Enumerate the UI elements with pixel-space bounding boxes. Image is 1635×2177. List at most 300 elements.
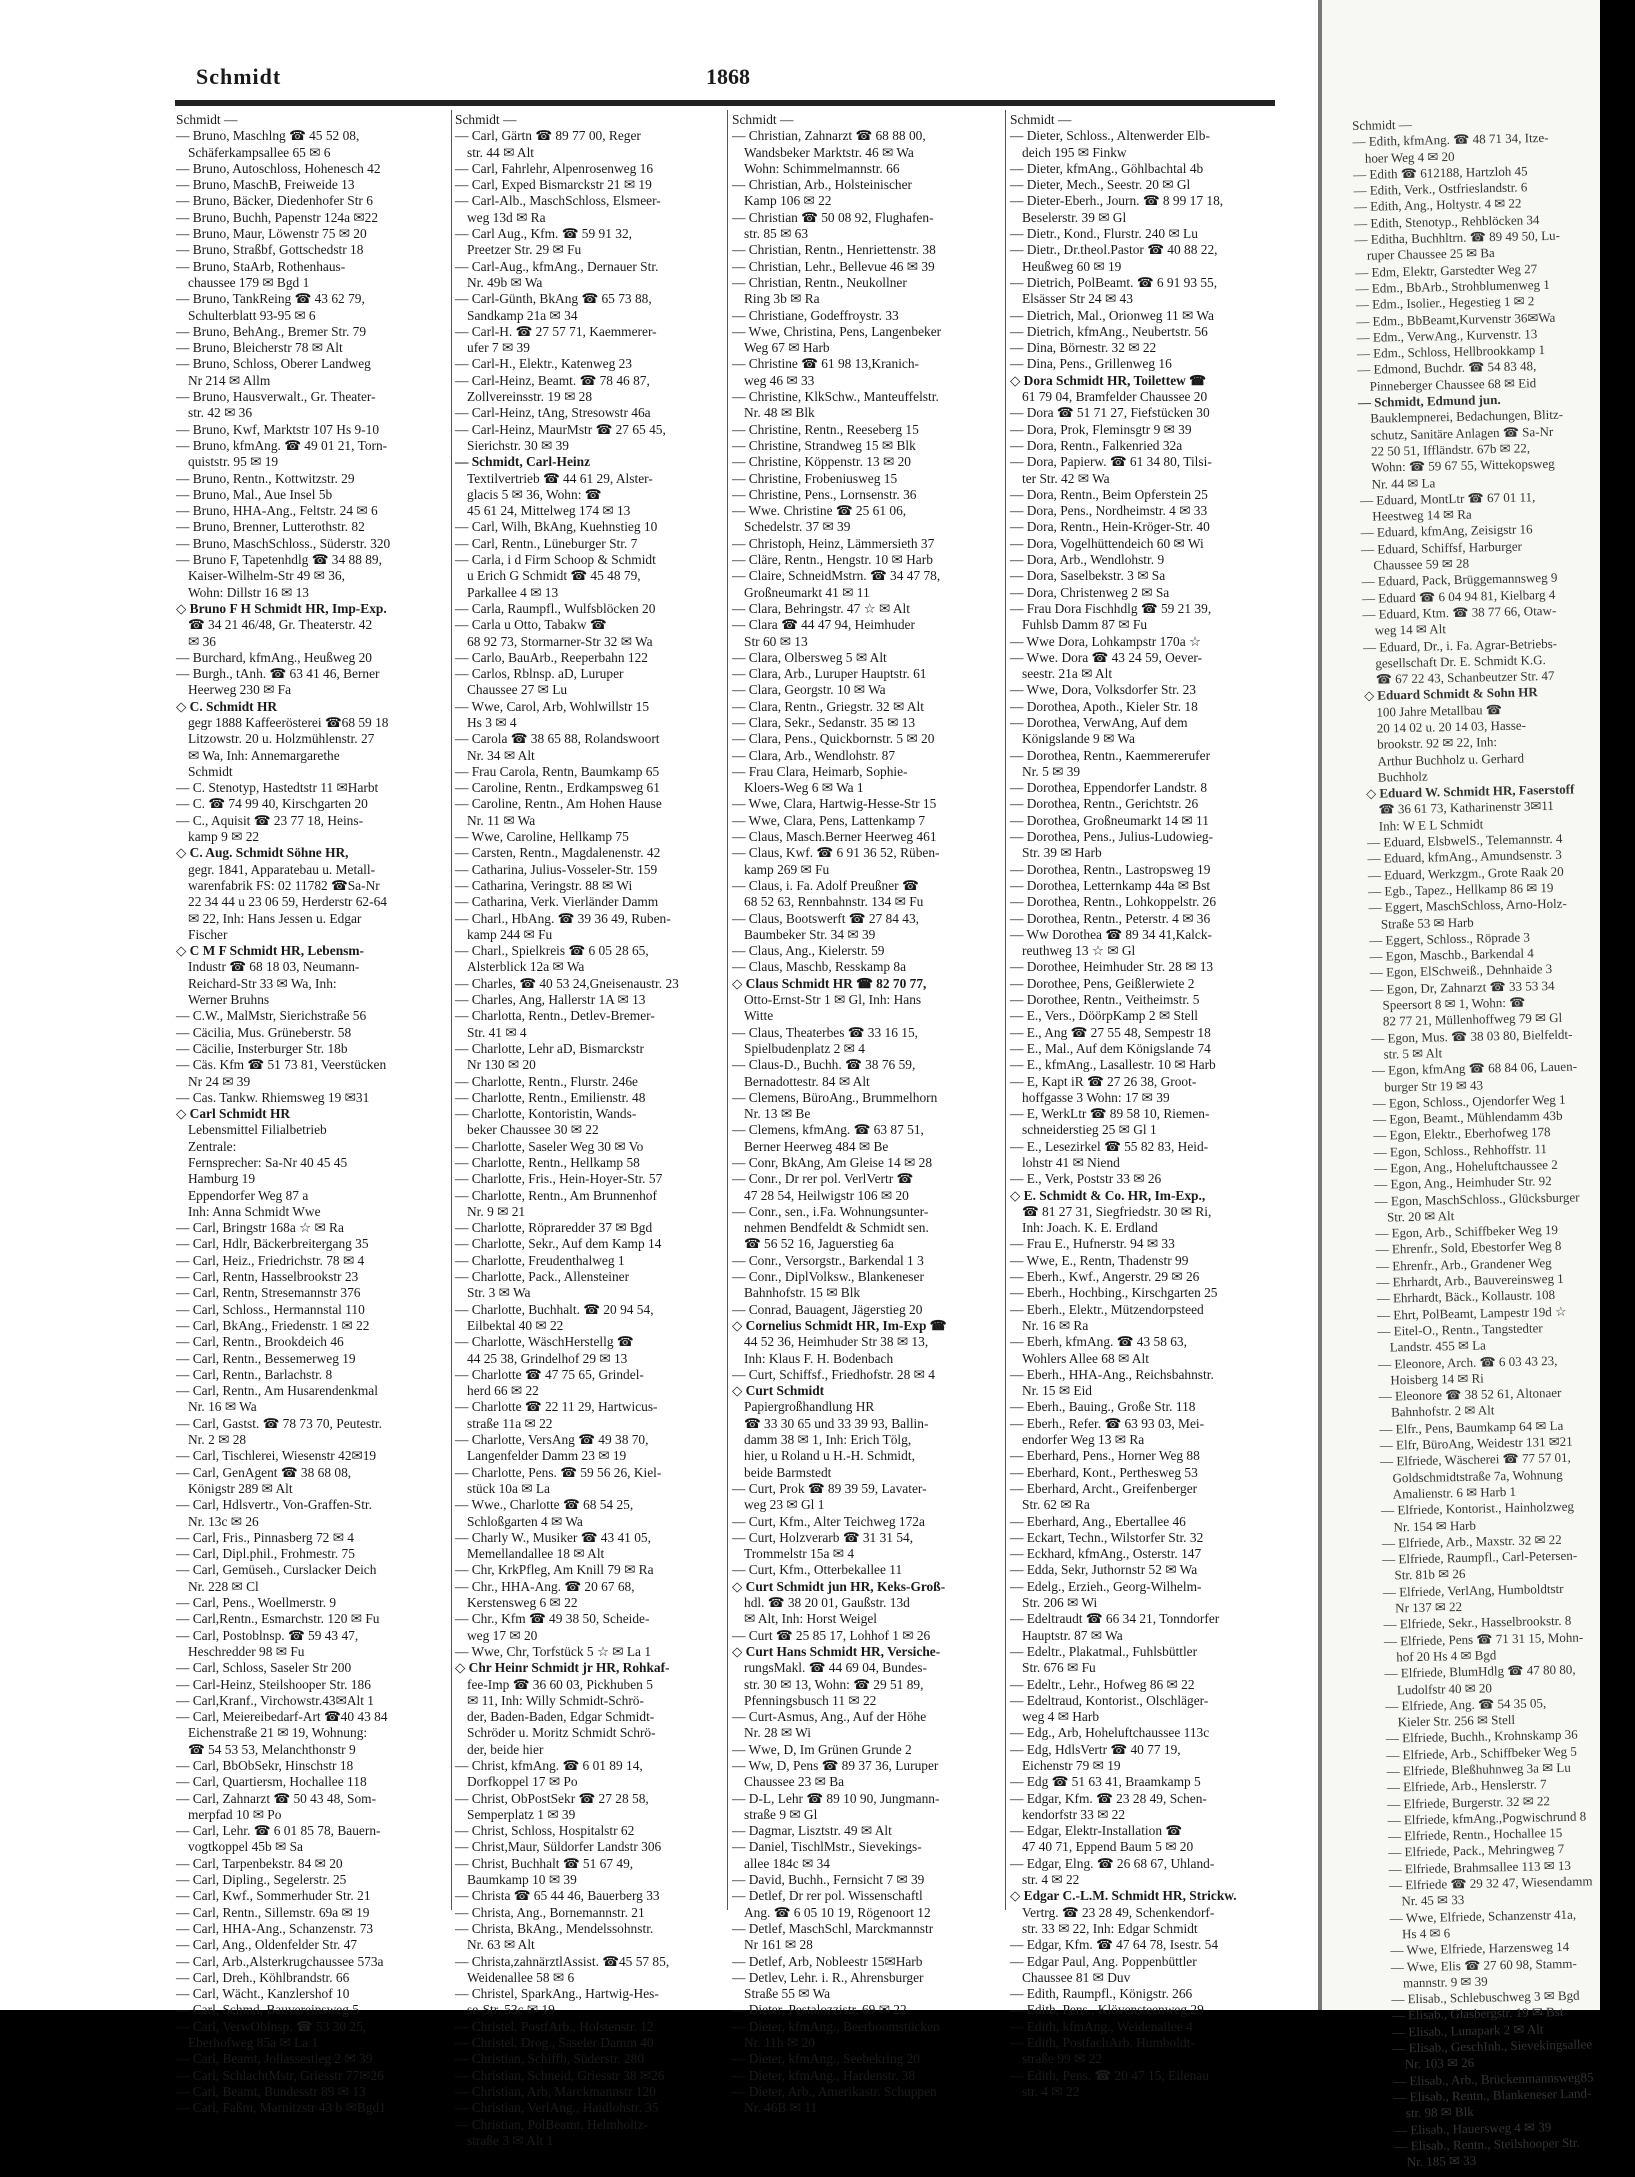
directory-entry-line: Baumkamp 10 ✉ 39: [467, 1872, 577, 1888]
directory-entry-line: — Bruno, Maur, Löwenstr 75 ✉ 20: [176, 226, 367, 242]
directory-entry-line: — D-L, Lehr ☎ 89 10 90, Jungmann-: [732, 1790, 940, 1806]
directory-entry-line: ◇ E. Schmidt & Co. HR, Im-Exp.,: [1010, 1187, 1206, 1203]
directory-entry-line: ☎ 54 53 53, Melanchthonstr 9: [188, 1741, 356, 1757]
directory-entry-line: Inh: W E L Schmidt: [1378, 816, 1484, 834]
directory-entry-line: — Charlotte, Lehr aD, Bismarckstr: [455, 1040, 644, 1056]
directory-entry-line: — Daniel, TischlMstr., Sievekings-: [732, 1839, 922, 1855]
directory-entry-line: — Claire, SchneidMstrn. ☎ 34 47 78,: [732, 568, 941, 584]
directory-entry-line: — Carl, Hdlsvertr., Von-Graffen-Str.: [176, 1497, 372, 1513]
directory-entry-line: Chaussee 27 ✉ Lu: [467, 682, 568, 698]
directory-entry-line: u Erich G Schmidt ☎ 45 48 79,: [467, 568, 641, 584]
directory-entry-line: — Dietr., Dr.theol.Pastor ☎ 40 88 22,: [1010, 242, 1218, 258]
directory-entry-line: Zentrale:: [188, 1138, 237, 1154]
directory-entry-line: ufer 7 ✉ 39: [467, 340, 530, 356]
directory-entry-line: Bahnhofstr. 2 ✉ Alt: [1390, 1402, 1495, 1420]
directory-entry-line: — Ehrt, PolBeamt, Lampestr 19d ☆: [1376, 1303, 1567, 1323]
directory-entry-line: — Elfr., Pens, Baumkamp 64 ✉ La: [1379, 1417, 1564, 1437]
directory-entry-line: — Edeltr., Lehr., Hofweg 86 ✉ 22: [1010, 1676, 1195, 1692]
directory-entry-line: — Carlos, Rblnsp. aD, Luruper: [455, 666, 624, 682]
directory-entry-line: Schedelstr. 37 ✉ 39: [744, 519, 851, 535]
directory-entry-line: 47 40 71, Eppend Baum 5 ✉ 20: [1022, 1839, 1194, 1855]
directory-entry-line: merpfad 10 ✉ Po: [188, 1806, 282, 1822]
directory-entry-line: Nr. 49b ✉ Wa: [467, 274, 543, 290]
directory-entry-line: Bauklempnerei, Bedachungen, Blitz-: [1370, 406, 1564, 427]
directory-entry-line: — Wwe. Dora ☎ 43 24 59, Oever-: [1010, 649, 1203, 665]
directory-entry-line: Berner Heerweg 484 ✉ Be: [744, 1138, 889, 1154]
directory-entry-line: Nr. 15 ✉ Eid: [1022, 1383, 1092, 1399]
directory-entry-line: Kaiser-Wilhelm-Str 49 ✉ 36,: [188, 568, 345, 584]
directory-entry-line: — E., Vers., DöörpKamp 2 ✉ Stell: [1010, 1008, 1199, 1024]
directory-entry-line: Nr 130 ✉ 20: [467, 1057, 536, 1073]
directory-entry-line: — Dieter, Pestalozzistr. 69 ✉ 22: [732, 2002, 907, 2018]
directory-entry-line: Straße 53 ✉ Harb: [1380, 914, 1474, 932]
directory-entry-line: — Edith, kfmAng. ☎ 48 71 34, Itze-: [1352, 130, 1549, 150]
directory-entry-line: — Dora, Pens., Nordheimstr. 4 ✉ 33: [1010, 503, 1208, 519]
directory-entry-line: — Carl,Kranf., Virchowstr.43✉Alt 1: [176, 1692, 374, 1708]
directory-entry-line: Trommelstr 15a ✉ 4: [744, 1546, 855, 1562]
directory-entry-line: ◇ C. Schmidt HR: [176, 698, 278, 714]
directory-entry-line: Straße 55 ✉ Wa: [744, 1986, 831, 2002]
directory-entry-line: — Carl, Postoblnsp. ☎ 59 43 47,: [176, 1627, 359, 1643]
directory-entry-line: — C.W., MalMstr, Sierichstraße 56: [176, 1008, 367, 1024]
directory-entry-line: — Egon, Elektr., Eberhofweg 178: [1373, 1124, 1551, 1144]
directory-entry-line: — Dieter, Mech., Seestr. 20 ✉ Gl: [1010, 177, 1191, 193]
directory-entry-line: Nr. 48 ✉ Blk: [744, 405, 815, 421]
directory-entry-line: der, beide hier: [467, 1741, 544, 1757]
directory-entry-line: Wandsbeker Marktstr. 46 ✉ Wa: [744, 144, 914, 160]
directory-entry-line: — Carl, Kwf., Sommerhuder Str. 21: [176, 1888, 371, 1904]
directory-entry-line: — Dorothea, VerwAng, Auf dem: [1010, 714, 1188, 730]
directory-entry-line: ☎ 56 52 16, Jaguerstieg 6a: [744, 1236, 894, 1252]
directory-entry-line: — Dorothea, Rentn., Lastropsweg 19: [1010, 861, 1211, 877]
directory-entry-line: — Eckart, Techn., Wilstorfer Str. 32: [1010, 1529, 1204, 1545]
directory-entry-line: Baumbeker Str. 34 ✉ 39: [744, 926, 876, 942]
directory-entry-line: — Edelg., Erzieh., Georg-Wilhelm-: [1010, 1578, 1202, 1594]
directory-entry-line: der, Baden-Baden, Edgar Schmidt-: [467, 1709, 655, 1725]
directory-entry-line: — Bruno, MaschB, Freiweide 13: [176, 177, 355, 193]
directory-entry-line: — Schmidt, Carl-Heinz: [455, 454, 591, 470]
directory-entry-line: — Christian ☎ 50 08 92, Flughafen-: [732, 209, 934, 225]
directory-entry-line: — Carl, HHA-Ang., Schanzenstr. 73: [176, 1920, 374, 1936]
directory-entry-line: — Carl, Beamt, Jollassestieg 2 ✉ 39: [176, 2051, 373, 2067]
directory-entry-line: — Eggert, MaschSchloss, Arno-Holz-: [1368, 895, 1567, 916]
directory-entry-line: 68 52 63, Rennbahnstr. 134 ✉ Fu: [744, 894, 924, 910]
directory-entry-line: — Schmidt, Edmund jun.: [1357, 391, 1501, 410]
directory-entry-line: Speersort 8 ✉ 1, Wohn: ☎: [1382, 994, 1526, 1013]
directory-entry-line: — Clara, Pens., Quickbornstr. 5 ✉ 20: [732, 731, 935, 747]
directory-entry-line: — Carla, i d Firm Schoop & Schmidt: [455, 552, 656, 568]
directory-entry-line: — Curt, Schiffsf., Friedhofstr. 28 ✉ 4: [732, 1366, 935, 1382]
directory-entry-line: ◇ Eduard W. Schmidt HR, Faserstoff: [1365, 781, 1575, 802]
directory-entry-line: — Egon, Dr, Zahnarzt ☎ 33 53 34: [1370, 977, 1555, 997]
directory-entry-line: — Edm., BbBeamt,Kurvenstr 36✉Wa: [1356, 309, 1556, 329]
directory-entry-line: Schloßgarten 4 ✉ Wa: [467, 1513, 583, 1529]
directory-entry-line: ruper Chaussee 25 ✉ Ba: [1366, 245, 1495, 264]
directory-entry-line: — Christiane, Godeffroystr. 33: [732, 307, 899, 323]
directory-entry-line: — Charles, Ang, Hallerstr 1A ✉ 13: [455, 992, 646, 1008]
directory-entry-line: — Carl, Rentn., Brookdeich 46: [176, 1334, 344, 1350]
directory-entry-line: — Wwe, E., Rentn, Thadenstr 99: [1010, 1252, 1189, 1268]
directory-entry-line: straße 99 ✉ 22: [1022, 2051, 1103, 2067]
directory-entry-line: — Edith, kfmAng., Weidenallee 4: [1010, 2018, 1193, 2034]
directory-entry-line: ◇ Bruno F H Schmidt HR, Imp-Exp.: [176, 600, 387, 616]
directory-entry-line: — Charlotte ☎ 47 75 65, Grindel-: [455, 1366, 644, 1382]
directory-entry-line: — Clemens, kfmAng. ☎ 63 87 51,: [732, 1122, 924, 1138]
directory-entry-line: Litzowstr. 20 u. Holzmühlenstr. 27: [188, 731, 375, 747]
directory-entry-line: — Carl, Rentn., Sillemstr. 69a ✉ 19: [176, 1904, 370, 1920]
directory-entry-line: — Carl, Rentn, Stresemannstr 376: [176, 1285, 361, 1301]
directory-entry-line: Arthur Buchholz u. Gerhard: [1377, 750, 1525, 769]
directory-entry-line: — Christa,zahnärztlAssist. ☎45 57 85,: [455, 1953, 670, 1969]
directory-entry-line: — Wwe, Christina, Pens, Langenbeker: [732, 323, 942, 339]
header-rule: [175, 100, 1275, 106]
directory-entry-line: — Elfriede, Raumpfl., Carl-Petersen-: [1382, 1547, 1578, 1567]
directory-entry-line: — Christine, Köppenstr. 13 ✉ 20: [732, 454, 911, 470]
directory-entry-line: Eppendorfer Weg 87 a: [188, 1187, 309, 1203]
directory-entry-line: — Christa, Ang., Bornemannstr. 21: [455, 1904, 645, 1920]
directory-entry-line: — Eberh., Refer. ☎ 63 93 03, Mei-: [1010, 1415, 1205, 1431]
directory-entry-line: — Edith, Ang., Holtystr. 4 ✉ 22: [1353, 195, 1522, 215]
directory-entry-line: — Wwe, Clara, Pens, Lattenkamp 7: [732, 812, 926, 828]
directory-entry-line: — Egon, Ang., Heimhuder Str. 92: [1374, 1173, 1552, 1193]
directory-entry-line: — Eduard, Werkzgm., Grote Raak 20: [1367, 863, 1564, 883]
directory-entry-line: Wohlers Allee 68 ✉ Alt: [1022, 1350, 1149, 1366]
directory-entry-line: — Carla u Otto, Tabakw ☎: [455, 617, 607, 633]
directory-entry-line: — Christa, BkAng., Mendelssohnstr.: [455, 1920, 654, 1936]
directory-entry-line: Schulterblatt 93-95 ✉ 6: [188, 307, 316, 323]
directory-entry-line: Str. 62 ✉ Ra: [1022, 1497, 1090, 1513]
directory-entry-line: — Carl, Rentn, Hasselbrookstr 23: [176, 1269, 359, 1285]
directory-entry-line: — Edm, Elektr, Garstedter Weg 27: [1355, 260, 1538, 280]
directory-entry-line: Nr 137 ✉ 22: [1395, 1599, 1463, 1616]
directory-entry-line: — Carl, GenAgent ☎ 38 68 08,: [176, 1464, 352, 1480]
directory-entry-line: — Edmond, Buchdr. ☎ 54 83 48,: [1357, 358, 1537, 378]
directory-entry-line: — Charlotte, Pack., Allensteiner: [455, 1269, 630, 1285]
directory-entry-line: — Dora, Rentn., Hein-Kröger-Str. 40: [1010, 519, 1210, 535]
directory-entry-line: — Dorothee, Pens, Geißlerwiete 2: [1010, 975, 1195, 991]
directory-entry-line: — Detlef, Arb, Nobleestr 15✉Harb: [732, 1953, 923, 1969]
directory-entry-line: — Egon, kfmAng ☎ 68 84 06, Lauen-: [1371, 1058, 1578, 1079]
directory-entry-line: ✉ 11, Inh: Willy Schmidt-Schrö-: [467, 1692, 644, 1708]
directory-entry-line: ☎ 33 30 65 und 33 39 93, Ballin-: [744, 1415, 929, 1431]
directory-entry-line: — Elfriede, Sekr., Hasselbrookstr. 8: [1383, 1613, 1572, 1632]
directory-entry-line: 20 14 02 u. 20 14 03, Hasse-: [1376, 717, 1527, 736]
directory-entry-line: — Carl, Beamt, Bundesstr 89 ✉ 13: [176, 2083, 366, 2099]
directory-entry-line: — Bruno, TankReing ☎ 43 62 79,: [176, 291, 365, 307]
directory-entry-line: Weg 67 ✉ Harb: [744, 340, 830, 356]
directory-entry-line: 45 61 24, Mittelweg 174 ✉ 13: [467, 503, 631, 519]
directory-entry-line: — E, Kapt iR ☎ 27 26 38, Groot-: [1010, 1073, 1197, 1089]
directory-entry-line: Nr 24 ✉ 39: [188, 1073, 251, 1089]
directory-entry-line: — Elisab., Arb., Brückenmannsweg85: [1392, 2068, 1594, 2089]
directory-entry-line: — Caroline, Rentn., Erdkampsweg 61: [455, 780, 660, 796]
directory-entry-line: Landstr. 455 ✉ La: [1389, 1337, 1486, 1355]
directory-entry-line: — Edith, Pens., Klövensteenweg 29: [1010, 2002, 1204, 2018]
directory-entry-line: — Detlev, Lehr. i. R., Ahrensburger: [732, 1969, 924, 1985]
directory-entry-line: — Edg., Arb, Hoheluftchaussee 113c: [1010, 1725, 1210, 1741]
directory-entry-line: — Cas. Tankw. Rhiemsweg 19 ✉31: [176, 1089, 370, 1105]
directory-entry-line: — Edm., VerwAng., Kurvenstr. 13: [1356, 326, 1538, 345]
directory-entry-line: — Carl, Lehr. ☎ 6 01 85 78, Bauern-: [176, 1823, 381, 1839]
directory-entry-line: — Conrad, Bauagent, Jägerstieg 20: [732, 1301, 923, 1317]
directory-entry-line: — Elisab., Glasbergstr. 19 ✉ Bst: [1391, 2004, 1564, 2024]
directory-entry-line: — Bruno, Rentn., Kottwitzstr. 29: [176, 470, 355, 486]
directory-entry-line: hoffgasse 3 Wohn: 17 ✉ 39: [1022, 1089, 1170, 1105]
directory-entry-line: Nr 214 ✉ Allm: [188, 372, 271, 388]
directory-entry-line: Memellandallee 18 ✉ Alt: [467, 1546, 605, 1562]
directory-entry-line: — Charlotte, Fris., Hein-Hoyer-Str. 57: [455, 1171, 663, 1187]
directory-entry-line: Wohn: Dillstr 16 ✉ 13: [188, 584, 309, 600]
directory-entry-line: glacis 5 ✉ 36, Wohn: ☎: [467, 486, 602, 502]
directory-entry-line: — Curt, Prok ☎ 89 39 59, Lavater-: [732, 1480, 927, 1496]
directory-entry-line: — Carl, Pens., Woellmerstr. 9: [176, 1595, 337, 1611]
directory-entry-line: — Carl, Gastst. ☎ 78 73 70, Peutestr.: [176, 1415, 382, 1431]
directory-entry-line: Nr. 9 ✉ 21: [467, 1203, 526, 1219]
directory-entry-line: Beselerstr. 39 ✉ Gl: [1022, 209, 1127, 225]
directory-entry-line: — Clara, Behringstr. 47 ☆ ✉ Alt: [732, 600, 910, 616]
directory-entry-line: — Egon, Schloss., Ojendorfer Weg 1: [1372, 1091, 1566, 1111]
directory-entry-line: — Curt, Kfm., Otterbekallee 11: [732, 1562, 903, 1578]
directory-entry-line: — Dorothea, Apoth., Kieler Str. 18: [1010, 698, 1198, 714]
directory-entry-line: — Conr, BkAng, Am Gleise 14 ✉ 28: [732, 1155, 933, 1170]
directory-entry-line: — Carl-Alb., MaschSchloss, Elsmeer-: [455, 193, 661, 209]
directory-entry-line: — Carl, Schloss, Saseler Str 200: [176, 1660, 352, 1676]
directory-entry-line: — Edgar, Elektr-Installation ☎: [1010, 1823, 1183, 1839]
directory-entry-line: straße 9 ✉ Gl: [744, 1806, 818, 1822]
directory-entry-line: 68 92 73, Stormarner-Str 32 ✉ Wa: [467, 633, 653, 649]
directory-entry-line: — Conr., Versorgstr., Barkendal 1 3: [732, 1252, 924, 1268]
directory-entry-line: allee 184c ✉ 34: [744, 1855, 830, 1871]
directory-entry-line: weg 23 ✉ Gl 1: [744, 1497, 825, 1513]
directory-entry-line: — Dagmar, Lisztstr. 49 ✉ Alt: [732, 1823, 892, 1839]
directory-entry-line: — Charlotte, Kontoristin, Wands-: [455, 1106, 637, 1122]
directory-entry-line: — Christa ☎ 65 44 46, Bauerberg 33: [455, 1888, 660, 1904]
directory-entry-line: Nr. 28 ✉ Wi: [744, 1725, 811, 1741]
directory-entry-line: Str. 81b ✉ 26: [1394, 1566, 1466, 1583]
directory-entry-line: — Dorothea, Letternkamp 44a ✉ Bst: [1010, 877, 1211, 893]
directory-entry-line: — Eduard, Schiffsf, Harburger: [1360, 538, 1523, 557]
directory-entry-line: ◇ Eduard Schmidt & Sohn HR: [1363, 684, 1538, 704]
directory-entry-line: — Charlotte, WäschHerstellg ☎: [455, 1334, 634, 1350]
directory-entry-line: Spielbudenplatz 2 ✉ 4: [744, 1040, 865, 1056]
directory-entry-line: Weidenallee 58 ✉ 6: [467, 1969, 575, 1985]
directory-entry-line: — Eberh., Bauing., Große Str. 118: [1010, 1399, 1196, 1415]
directory-entry-line: — Christian, Schiffb, Süderstr. 280: [455, 2051, 645, 2067]
directory-entry-line: — Christel, Drog., Saseler Damm 40: [455, 2035, 654, 2051]
directory-entry-line: — Christel, PostfArb., Holstenstr. 12: [455, 2018, 654, 2034]
directory-entry-line: — Bruno, StaArb, Rothenhaus-: [176, 258, 346, 274]
directory-entry-line: — Edgar, Elng. ☎ 26 68 67, Uhland-: [1010, 1855, 1215, 1871]
directory-entry-line: — Bruno, Maschlng ☎ 45 52 08,: [176, 128, 360, 144]
directory-entry-line: 22 50 51, Iffländstr. 67b ✉ 22,: [1370, 440, 1531, 459]
directory-entry-line: schutz, Sanitäre Anlagen ☎ Sa-Nr: [1370, 423, 1554, 443]
directory-entry-line: — Bruno, MaschSchloss., Süderstr. 320: [176, 535, 391, 551]
directory-entry-line: quiststr. 95 ✉ 19: [188, 454, 279, 470]
directory-entry-line: — Carl, Rentn., Bessemerweg 19: [176, 1350, 356, 1366]
directory-entry-line: — Eberh., Kwf., Angerstr. 29 ✉ 26: [1010, 1269, 1200, 1285]
directory-entry-line: Schmidt —: [176, 112, 238, 127]
directory-entry-line: Kieler Str. 256 ✉ Stell: [1397, 1712, 1516, 1730]
directory-entry-line: — Dieter, Arb., Amerikastr. Schuppen: [732, 2083, 937, 2099]
directory-entry-line: — Charlotte, Sekr., Auf dem Kamp 14: [455, 1236, 662, 1252]
directory-entry-line: str. 4 ✉ 22: [1022, 1872, 1080, 1888]
directory-entry-line: Nr. 16 ✉ Ra: [1022, 1317, 1089, 1333]
directory-entry-line: — Elfriede, Arb., Schiffbeker Weg 5: [1386, 1743, 1577, 1763]
directory-entry-line: — Cäs. Kfm ☎ 51 73 81, Veerstücken: [176, 1057, 387, 1073]
directory-entry-line: — Christine, Pens., Lornsenstr. 36: [732, 486, 917, 502]
directory-entry-line: — Carl, Dipling., Segelerstr. 25: [176, 1872, 347, 1888]
directory-entry-line: — Carla, Raumpfl., Wulfsblöcken 20: [455, 600, 656, 616]
directory-entry-line: — Clemens, BüroAng., Brummelhorn: [732, 1089, 938, 1105]
directory-entry-line: — Dieter, kfmAng., Hardenstr. 38: [732, 2067, 916, 2083]
directory-entry-line: Königstr 289 ✉ Alt: [188, 1480, 293, 1496]
directory-entry-line: 44 25 38, Grindelhof 29 ✉ 13: [467, 1350, 628, 1366]
directory-entry-line: — E., Ang ☎ 27 55 48, Sempestr 18: [1010, 1024, 1211, 1040]
directory-entry-line: — Wwe. Christine ☎ 25 61 06,: [732, 503, 907, 519]
directory-entry-line: — Christian, Rentn., Henriettenstr. 38: [732, 242, 936, 258]
directory-entry-line: — Christ, ObPostSekr ☎ 27 28 58,: [455, 1790, 649, 1806]
directory-entry-line: Schröder u. Moritz Schmidt Schrö-: [467, 1725, 656, 1741]
directory-entry-line: vogtkoppel 45b ✉ Sa: [188, 1839, 303, 1855]
directory-entry-line: — Bruno, Bäcker, Diedenhofer Str 6: [176, 193, 373, 209]
directory-entry-line: ☎ 67 22 43, Schanbeutzer Str. 47: [1375, 667, 1555, 687]
directory-entry-line: — Wwe Dora, Lohkampstr 170a ☆: [1010, 633, 1201, 649]
directory-entry-line: — Christ, Schloss, Hospitalstr 62: [455, 1823, 635, 1839]
directory-entry-line: — E., Lesezirkel ☎ 55 82 83, Heid-: [1010, 1138, 1209, 1154]
directory-entry-line: — Dorothea, Großneumarkt 14 ✉ 11: [1010, 812, 1209, 828]
directory-entry-line: weg 14 ✉ Alt: [1374, 621, 1447, 638]
directory-entry-line: Nr. 11h ✉ 20: [744, 2035, 815, 2051]
directory-entry-line: ◇ C M F Schmidt HR, Lebensm-: [176, 943, 364, 959]
directory-entry-line: — Elisab., Lunapark 2 ✉ Alt: [1391, 2021, 1544, 2040]
directory-entry-line: Heußweg 60 ✉ 19: [1022, 258, 1122, 274]
directory-entry-line: Str. 20 ✉ Alt: [1386, 1207, 1455, 1225]
directory-entry-line: — Eberhard, Pens., Horner Weg 88: [1010, 1448, 1200, 1464]
directory-entry-line: str. 33 ✉ 22, Inh: Edgar Schmidt: [1022, 1920, 1198, 1936]
directory-entry-line: endorfer Weg 13 ✉ Ra: [1022, 1432, 1145, 1448]
directory-entry-line: — Clara, Georgstr. 10 ✉ Wa: [732, 682, 886, 698]
directory-entry-line: weg 13d ✉ Ra: [467, 209, 546, 225]
directory-entry-line: — Carl, Schmd, Bauvereinsweg 5: [176, 2002, 359, 2018]
directory-entry-line: nehmen Bendfeldt & Schmidt sen.: [744, 1220, 929, 1236]
directory-entry-line: Lebensmittel Filialbetrieb: [188, 1122, 327, 1138]
directory-entry-line: — Carl-Heinz, tAng, Stresowstr 46a: [455, 405, 651, 421]
directory-entry-line: Amalienstr. 6 ✉ Harb 1: [1392, 1483, 1517, 1502]
directory-entry-line: str. 98 ✉ Blk: [1405, 2104, 1474, 2121]
directory-entry-line: Textilvertrieb ☎ 44 61 29, Alster-: [467, 470, 653, 486]
directory-entry-line: ◇ Carl Schmidt HR: [176, 1106, 291, 1122]
directory-entry-line: 100 Jahre Metallbau ☎: [1376, 701, 1503, 720]
directory-entry-line: — Dorothee, Heimhuder Str. 28 ✉ 13: [1010, 959, 1214, 975]
directory-entry-line: — Ehrhardt, Bäck., Kollaustr. 108: [1376, 1287, 1556, 1307]
directory-entry-line: ✉ 22, Inh: Hans Jessen u. Edgar: [188, 910, 362, 926]
directory-entry-line: — Dorothea, Rentn., Peterstr. 4 ✉ 36: [1010, 910, 1211, 926]
directory-entry-line: Nr. 228 ✉ Cl: [188, 1578, 259, 1594]
directory-entry-line: — Dorothea, Rentn., Gerichtstr. 26: [1010, 796, 1199, 812]
directory-entry-line: — Charlotte, VersAng ☎ 49 38 70,: [455, 1432, 649, 1448]
directory-entry-line: — Bruno, Autoschloss, Hohenesch 42: [176, 160, 381, 176]
directory-entry-line: burger Str 19 ✉ 43: [1384, 1076, 1484, 1095]
directory-entry-line: gesellschaft Dr. E. Schmidt K.G.: [1375, 651, 1546, 671]
directory-entry-line: — Bruno, kfmAng. ☎ 49 01 21, Torn-: [176, 437, 388, 453]
directory-entry-line: — Frau Clara, Heimarb, Sophie-: [732, 763, 908, 779]
directory-column-1: [176, 112, 447, 2117]
directory-entry-line: — Charlotte, Röpraredder 37 ✉ Bgd: [455, 1220, 653, 1236]
directory-entry-line: kendorfstr 33 ✉ 22: [1022, 1806, 1126, 1822]
directory-entry-line: — Carl, SchlachtMstr, Griesstr 77✉26: [176, 2067, 384, 2083]
directory-entry-line: — Edgar, Kfm. ☎ 47 64 78, Isestr. 54: [1010, 1937, 1219, 1953]
directory-entry-line: — Carl, Rentn., Am Husarendenkmal: [176, 1383, 378, 1399]
directory-entry-line: weg 46 ✉ 33: [744, 372, 815, 388]
directory-entry-line: — Carl-Heinz, MaurMstr ☎ 27 65 45,: [455, 421, 666, 437]
directory-entry-line: — Charlotte, Pens. ☎ 59 56 26, Kiel-: [455, 1464, 662, 1480]
directory-entry-line: — Bruno, Schloss, Oberer Landweg: [176, 356, 371, 372]
directory-entry-line: — Christine, KlkSchw., Manteuffelstr.: [732, 389, 939, 405]
directory-entry-line: — Dieter-Eberh., Journ. ☎ 8 99 17 18,: [1010, 193, 1224, 209]
directory-entry-line: — Burgh., tAnh. ☎ 63 41 46, Berner: [176, 666, 380, 682]
directory-entry-line: Fernsprecher: Sa-Nr 40 45 45: [188, 1155, 348, 1170]
directory-entry-line: Eichenstr 79 ✉ 19: [1022, 1757, 1121, 1773]
directory-entry-line: — Elisab., Rentn., Steilshooper Str.: [1394, 2134, 1580, 2154]
directory-entry-line: Nr. 45 ✉ 33: [1401, 1892, 1465, 1909]
directory-entry-line: — Eduard ☎ 6 04 94 81, Kielbarg 4: [1361, 586, 1556, 606]
directory-entry-line: Nr 161 ✉ 28: [744, 1937, 813, 1953]
directory-entry-line: — Christian, Arb., Holsteinischer: [732, 177, 913, 193]
directory-entry-line: — Elfriede, Rentn., Hochallee 15: [1387, 1825, 1563, 1844]
directory-entry-line: — Edith, Pens. ☎ 20 47 15, Eilenau: [1010, 2067, 1209, 2083]
directory-entry-line: — Christian, Rentn., Neukollner: [732, 274, 907, 290]
directory-entry-line: — Clara, Rentn., Griegstr. 32 ✉ Alt: [732, 698, 924, 714]
directory-entry-line: Str 60 ✉ 13: [744, 633, 808, 649]
directory-entry-line: Schmidt —: [732, 112, 794, 127]
directory-entry-line: — Carl, BkAng., Friedenstr. 1 ✉ 22: [176, 1317, 370, 1333]
directory-entry-line: — Charlotte, Buchhalt. ☎ 20 94 54,: [455, 1301, 654, 1317]
directory-entry-line: Papiergroßhandlung HR: [744, 1399, 875, 1415]
directory-entry-line: — Carl, Rentn., Barlachstr. 8: [176, 1366, 333, 1382]
directory-entry-line: — Carl,Rentn., Esmarchstr. 120 ✉ Fu: [176, 1611, 380, 1627]
directory-entry-line: str. 42 ✉ 36: [188, 405, 253, 421]
directory-entry-line: Nr. 13c ✉ 26: [188, 1513, 259, 1529]
directory-entry-line: — Wwe, Carol, Arb, Wohlwillstr 15: [455, 698, 650, 714]
directory-entry-line: — Carl, Rentn., Lüneburger Str. 7: [455, 535, 638, 551]
directory-entry-line: kamp 269 ✉ Fu: [744, 861, 830, 877]
directory-entry-line: — Charlotte, Rentn., Flurstr. 246e: [455, 1073, 638, 1089]
directory-entry-line: 22 34 44 u 23 06 59, Herderstr 62-64: [188, 894, 387, 910]
directory-entry-line: — Edm., Isolier., Hegestieg 1 ✉ 2: [1355, 293, 1535, 313]
directory-entry-line: — Edeltraudt ☎ 66 34 21, Tonndorfer: [1010, 1611, 1220, 1627]
directory-entry-line: Nr. 11 ✉ Wa: [467, 812, 536, 828]
directory-entry-line: — Edm., BbArb., Strohblumenweg 1: [1355, 276, 1550, 296]
directory-entry-line: — Wwe, Caroline, Hellkamp 75: [455, 829, 629, 845]
directory-entry-line: Nr. 13 ✉ Be: [744, 1106, 811, 1122]
directory-entry-line: Nr. 103 ✉ 26: [1404, 2055, 1475, 2072]
directory-entry-line: Witte: [744, 1008, 774, 1024]
directory-entry-line: — Edith ☎ 612188, Hartzloh 45: [1353, 163, 1528, 182]
directory-entry-line: — Edg ☎ 51 63 41, Braamkamp 5: [1010, 1774, 1201, 1790]
directory-entry-line: Bahnhofstr. 15 ✉ Blk: [744, 1285, 861, 1301]
directory-entry-line: — Dietrich, PolBeamt. ☎ 6 91 93 55,: [1010, 274, 1218, 290]
directory-entry-line: — Clara, Olbersweg 5 ✉ Alt: [732, 649, 887, 665]
directory-entry-line: — Bruno, Buchh, Papenstr 124a ✉22: [176, 209, 379, 225]
directory-entry-line: ◇ Curt Schmidt jun HR, Keks-Groß-: [732, 1578, 946, 1594]
column-divider: [1005, 110, 1006, 1910]
directory-entry-line: — Christian, PolBeamt, Helmholtz-: [455, 2116, 649, 2132]
directory-entry-line: damm 38 ✉ 1, Inh: Erich Tölg,: [744, 1432, 912, 1448]
directory-entry-line: — Christine ☎ 61 98 13,Kranich-: [732, 356, 920, 372]
directory-entry-line: brookstr. 92 ✉ 22, Inh:: [1376, 734, 1498, 752]
directory-entry-line: — Edeltraud, Kontorist., Olschläger-: [1010, 1692, 1209, 1708]
directory-entry-line: — Wwe., Charlotte ☎ 68 54 25,: [455, 1497, 634, 1513]
